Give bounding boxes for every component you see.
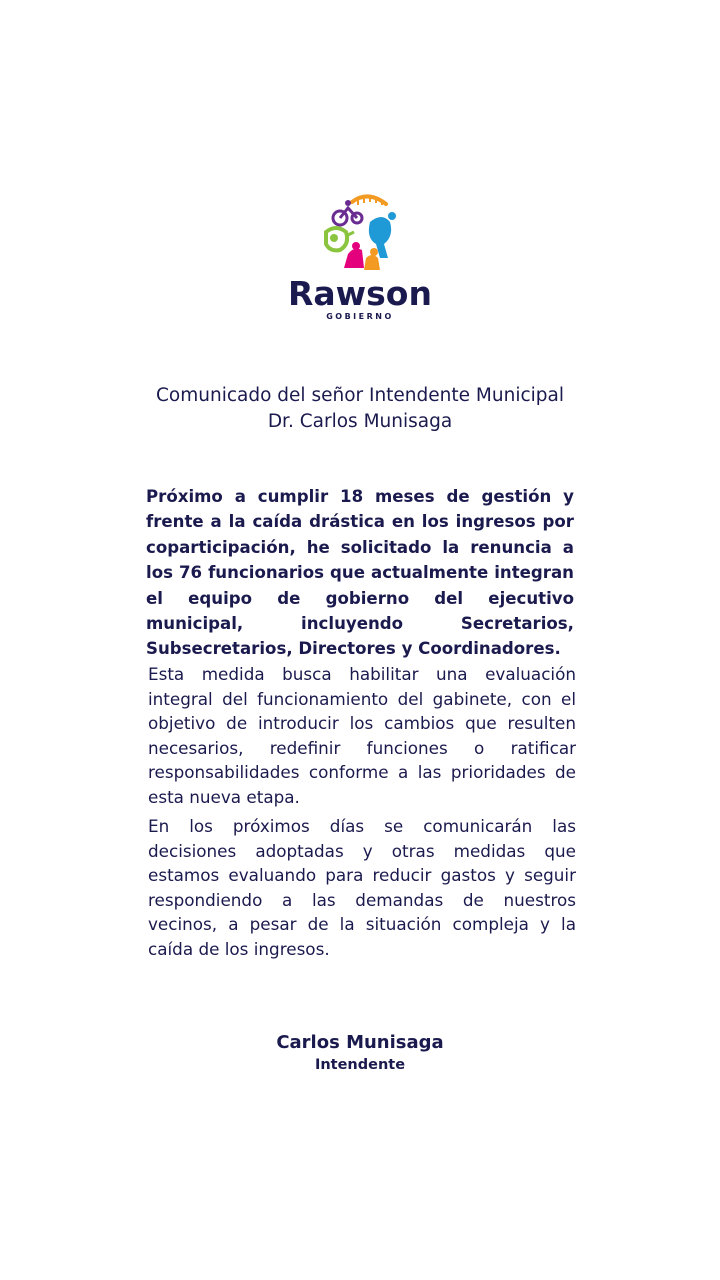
signature-block	[0, 1031, 720, 1075]
body-paragraph-2: En los próximos días se comunicarán las decisiones adoptadas y otras medidas que estamos evaluando para reducir gastos y seguir respondiendo a las demandas de nuestros vecinos, a pesar de la situación compleja y la caída de los ingresos.	[148, 816, 576, 959]
document-heading	[0, 383, 720, 435]
body-paragraph-1: Esta medida busca habilitar una evaluación integral del funcionamiento del gabinete, con el objetivo de introducir los cambios que resulten necesarios, redefinir funciones o ratificar responsabilidades conforme a las prioridades de esta nueva etapa.	[148, 664, 576, 807]
rawson-emblem-icon	[312, 192, 408, 278]
logo-wordmark: Rawson	[288, 274, 432, 313]
logo-subtitle: GOBIERNO	[326, 312, 394, 321]
heading-line-title: Comunicado del señor Intendente Municipal	[156, 385, 564, 406]
signature-name: Carlos Munisaga	[276, 1032, 444, 1053]
signature-role: Intendente	[314, 1057, 406, 1073]
lead-paragraph: Próximo a cumplir 18 meses de gestión y frente a la caída drástica en los ingresos por coparticipación, he solicitado la renuncia a los 76 funcionarios que actualmente integran el equipo de gobierno del ejecutivo municipal, incluyendo Secretarios, Subsecretarios, Directores y Coordinadores.	[146, 487, 574, 659]
logo	[0, 192, 720, 323]
heading-line-name: Dr. Carlos Munisaga	[267, 411, 453, 432]
